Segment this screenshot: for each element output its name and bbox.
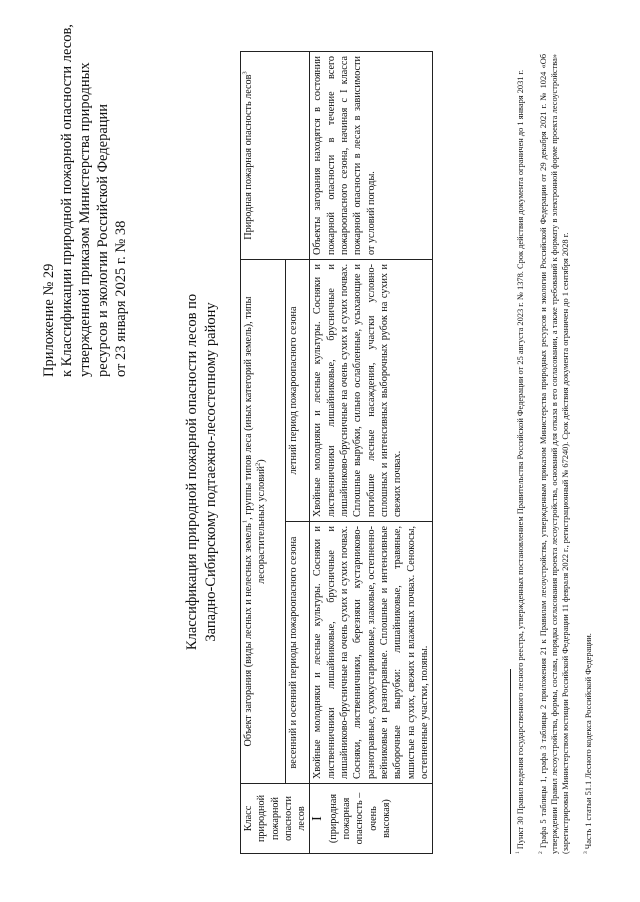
- title-line: Классификация природной пожарной опасности лесов по: [184, 293, 200, 651]
- footnote-text: Графа 5 таблицы 1, графа 3 таблицы 2 приложения 21 к Правилам лесоустройства, утвержденным приказом Министерства природных ресурсов и экологии Российской Федерации от 29 декабря 2021 г. № 1024 «Об утверждении Правил лесоустройства, формы, состава, порядка согласования проекта лесоустройства, оснований для отказа в его согласовании, а также требований к формату в электронной форме проекта лесоустройства» (зарегистрирован Министерством юстиции Российской Федерации 11 февраля 2022 г., регистрационный № 67240). Срок действия документа ограничен до 1 сентября 2028 г.: [539, 53, 570, 854]
- footnote-number: 2: [538, 851, 545, 854]
- classification-table: [240, 51, 433, 854]
- object-header-text-tail: , группы типов леса (иных категорий земель), типы лесорастительных условий: [243, 296, 268, 584]
- table-header-row: [241, 52, 286, 854]
- col-object-header: [241, 260, 286, 784]
- col-class-header: Класс природной пожарной опасности лесов: [241, 784, 310, 854]
- spring-cell: Хвойные молодняки и лесные культуры. Сосняки и лиственничники лишайниковые, брусничные и лишайниково-брусничные на очень сухих и сухих почвах. Сосняки, лиственничники, березняки кустарниково-разнотравные, сухокустарниковые, злаковые, остепненно-вейниковые и разнотравные. Сплошные и интенсивные выборочные вырубки: лишайниковые, травяные, мшистые на сухих, свежих и влажных почвах. Сенокосы, остепненные участки, поляны.: [310, 522, 433, 784]
- footnote-ref: 1: [241, 519, 249, 524]
- danger-cell: Объекты загорания находятся в состоянии пожарной опасности в течение всего пожароопасного сезона, начиная с I класса пожарной опасности в лесах в зависимости от условий погоды.: [310, 52, 433, 260]
- footnote: [539, 54, 571, 854]
- footnote-ref: 2: [254, 462, 262, 467]
- class-roman: I: [310, 816, 326, 821]
- appendix-line: утвержденной приказом Министерства природных: [77, 62, 93, 377]
- title-line: Западно-Сибирскому подтаежно-лесостепному району: [203, 302, 219, 642]
- footnote-ref: 3: [241, 71, 249, 75]
- col-danger-header: [241, 52, 310, 260]
- document-title: [183, 162, 221, 782]
- footnote-number: 1: [515, 851, 522, 854]
- footnote-text: Пункт 30 Правил ведения государственного лесного реестра, утвержденных постановлением Правительства Российской Федерации от 25 августа 2023 г. № 1378. Срок действия документа ограничен до 1 января 2031 г.: [516, 69, 525, 850]
- class-description: (природная пожарная опасность – очень высокая): [327, 792, 392, 845]
- footnote-number: 3: [583, 851, 590, 854]
- appendix-line: к Классификации природной пожарной опасности лесов,: [59, 24, 75, 377]
- danger-header-text: Природная пожарная опасность лесов: [243, 74, 254, 240]
- col-summer-header: летний период пожароопасного сезона: [285, 260, 310, 522]
- table-row: [310, 52, 433, 854]
- footnote-text: Часть 1 статьи 51.1 Лесного кодекса Российской Федерации.: [584, 633, 593, 850]
- summer-cell: Хвойные молодняки и лесные культуры. Сосняки и лиственничники лишайниковые, брусничные и лишайниково-брусничные на очень сухих и сухих почвах. Сплошные вырубки, сильно ослабленные, усыхающие и погибшие лесные насаждения, участки условно-сплошных и интенсивных выборочных рубок на сухих и свежих почвах.: [310, 260, 433, 522]
- footnote: [584, 54, 595, 854]
- footnote: [516, 54, 527, 854]
- appendix-header: [40, 24, 130, 377]
- footnote-separator: [510, 669, 511, 854]
- col-spring-header: весенний и осенний периоды пожароопасного сезона: [285, 522, 310, 784]
- object-header-text: Объект загорания (виды лесных и нелесных земель: [243, 523, 254, 747]
- appendix-line: Приложение № 29: [41, 263, 57, 377]
- appendix-line: ресурсов и экологии Российской Федерации: [95, 103, 111, 377]
- appendix-line: от 23 января 2025 г. № 38: [113, 220, 129, 377]
- class-cell: [310, 784, 433, 854]
- object-header-text-end: ): [256, 459, 268, 463]
